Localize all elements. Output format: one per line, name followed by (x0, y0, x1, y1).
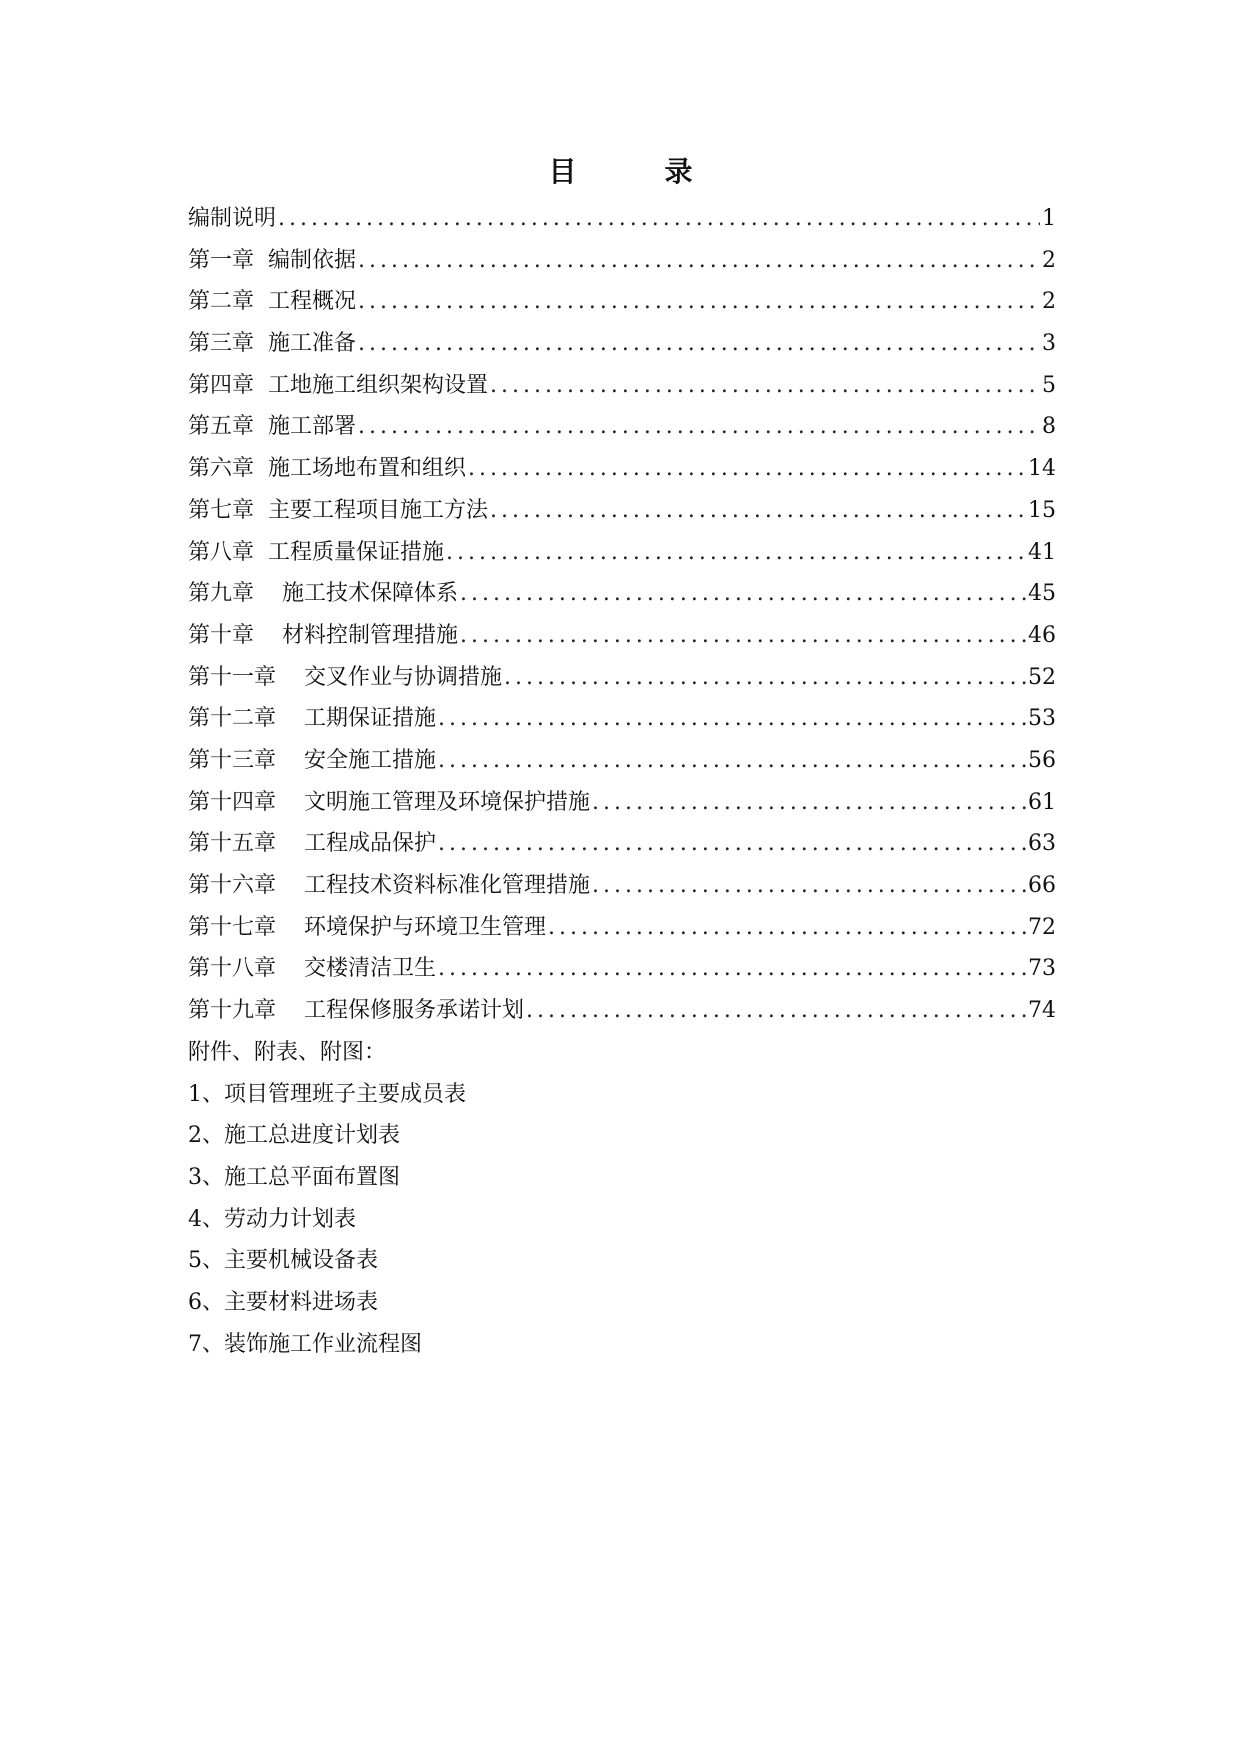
dot-leader (358, 240, 1040, 282)
toc-entry-page: 72 (1028, 914, 1056, 940)
dot-leader (438, 698, 1026, 740)
toc-entry-page: 3 (1042, 331, 1056, 357)
appendix-item: 4、劳动力计划表 (188, 1206, 356, 1232)
toc-entry[interactable] (188, 406, 1056, 448)
toc-entry[interactable] (188, 240, 1056, 282)
toc-entry-label: 第十六章 工程技术资料标准化管理措施 (188, 873, 590, 898)
dot-leader (460, 573, 1026, 615)
dot-leader (446, 532, 1026, 574)
toc-entry-label: 第十四章 文明施工管理及环境保护措施 (188, 789, 590, 815)
toc-entry-label: 第十一章 交叉作业与协调措施 (188, 664, 502, 690)
toc-entry[interactable] (188, 448, 1056, 490)
toc-entry[interactable] (188, 782, 1056, 824)
toc-entry-label: 第十三章 安全施工措施 (188, 747, 436, 773)
appendix-item: 1、项目管理班子主要成员表 (188, 1081, 466, 1107)
toc-entry-page: 52 (1028, 664, 1056, 690)
toc-entry-label: 编制说明 (188, 206, 277, 231)
toc-list (188, 198, 1056, 1032)
dot-leader (358, 281, 1040, 323)
dot-leader (548, 907, 1026, 949)
toc-entry-label: 第五章 施工部署 (188, 414, 356, 440)
toc-entry[interactable] (188, 490, 1056, 532)
toc-entry[interactable] (188, 948, 1056, 990)
toc-entry-label: 第三章 施工准备 (188, 331, 356, 357)
toc-entry-label: 第十九章 工程保修服务承诺计划 (188, 998, 524, 1024)
appendix-item: 3、施工总平面布置图 (188, 1165, 400, 1191)
toc-entry-label: 第十五章 工程成品保护 (188, 831, 436, 857)
toc-entry-page: 53 (1028, 706, 1056, 732)
toc-entry-page: 41 (1028, 539, 1056, 565)
toc-entry-label: 第四章 工地施工组织架构设置 (188, 372, 488, 398)
toc-entry-page: 1 (1042, 206, 1056, 231)
toc-entry[interactable] (188, 823, 1056, 865)
toc-entry-label: 第八章 工程质量保证措施 (188, 539, 444, 565)
dot-leader (358, 323, 1040, 365)
toc-entry-page: 2 (1042, 289, 1056, 315)
dot-leader (438, 823, 1026, 865)
toc-entry-label: 第十七章 环境保护与环境卫生管理 (188, 914, 546, 940)
dot-leader (438, 740, 1026, 782)
toc-entry[interactable] (188, 365, 1056, 407)
appendix-heading: 附件、附表、附图： (188, 1040, 387, 1065)
toc-entry-label: 第七章 主要工程项目施工方法 (188, 497, 488, 523)
toc-entry[interactable] (188, 740, 1056, 782)
toc-entry-label: 第十八章 交楼清洁卫生 (188, 956, 436, 982)
appendix-item: 6、主要材料进场表 (188, 1290, 378, 1316)
toc-entry-page: 56 (1028, 747, 1056, 773)
toc-entry-page: 5 (1042, 372, 1056, 398)
toc-entry-page: 2 (1042, 247, 1056, 273)
toc-entry-page: 8 (1042, 414, 1056, 440)
dot-leader (504, 657, 1026, 699)
toc-entry[interactable] (188, 615, 1056, 657)
toc-entry-page: 66 (1028, 873, 1056, 898)
dot-leader (592, 865, 1026, 907)
dot-leader (460, 615, 1026, 657)
toc-entry[interactable] (188, 573, 1056, 615)
toc-title: 目 录 (548, 155, 723, 188)
appendix-item: 2、施工总进度计划表 (188, 1123, 400, 1149)
toc-entry-page: 73 (1028, 956, 1056, 982)
toc-entry-label: 第一章 编制依据 (188, 247, 356, 273)
toc-entry-label: 第十二章 工期保证措施 (188, 706, 436, 732)
toc-entry-page: 63 (1028, 831, 1056, 857)
toc-entry[interactable] (188, 698, 1056, 740)
dot-leader (526, 990, 1026, 1032)
toc-entry[interactable] (188, 323, 1056, 365)
toc-entry-page: 74 (1028, 998, 1056, 1024)
dot-leader (468, 448, 1026, 490)
toc-entry-page: 46 (1028, 622, 1056, 648)
toc-entry[interactable] (188, 532, 1056, 574)
dot-leader (490, 365, 1040, 407)
dot-leader (438, 948, 1026, 990)
toc-entry-label: 第九章 施工技术保障体系 (188, 581, 458, 607)
dot-leader (278, 198, 1040, 240)
appendix-item: 5、主要机械设备表 (188, 1248, 378, 1274)
toc-entry[interactable] (188, 907, 1056, 949)
toc-entry[interactable] (188, 865, 1056, 907)
toc-entry[interactable] (188, 198, 1056, 240)
dot-leader (358, 406, 1040, 448)
appendix-list (188, 1032, 466, 1366)
toc-entry-page: 15 (1028, 497, 1056, 523)
dot-leader (592, 782, 1026, 824)
toc-entry-page: 61 (1028, 789, 1056, 815)
dot-leader (490, 490, 1026, 532)
toc-entry-label: 第二章 工程概况 (188, 289, 356, 315)
toc-entry[interactable] (188, 281, 1056, 323)
toc-entry-label: 第十章 材料控制管理措施 (188, 622, 458, 648)
toc-entry[interactable] (188, 657, 1056, 699)
toc-entry[interactable] (188, 990, 1056, 1032)
appendix-item: 7、装饰施工作业流程图 (188, 1331, 422, 1357)
toc-entry-page: 45 (1028, 581, 1056, 607)
toc-entry-page: 14 (1028, 456, 1056, 482)
toc-entry-label: 第六章 施工场地布置和组织 (188, 456, 466, 482)
